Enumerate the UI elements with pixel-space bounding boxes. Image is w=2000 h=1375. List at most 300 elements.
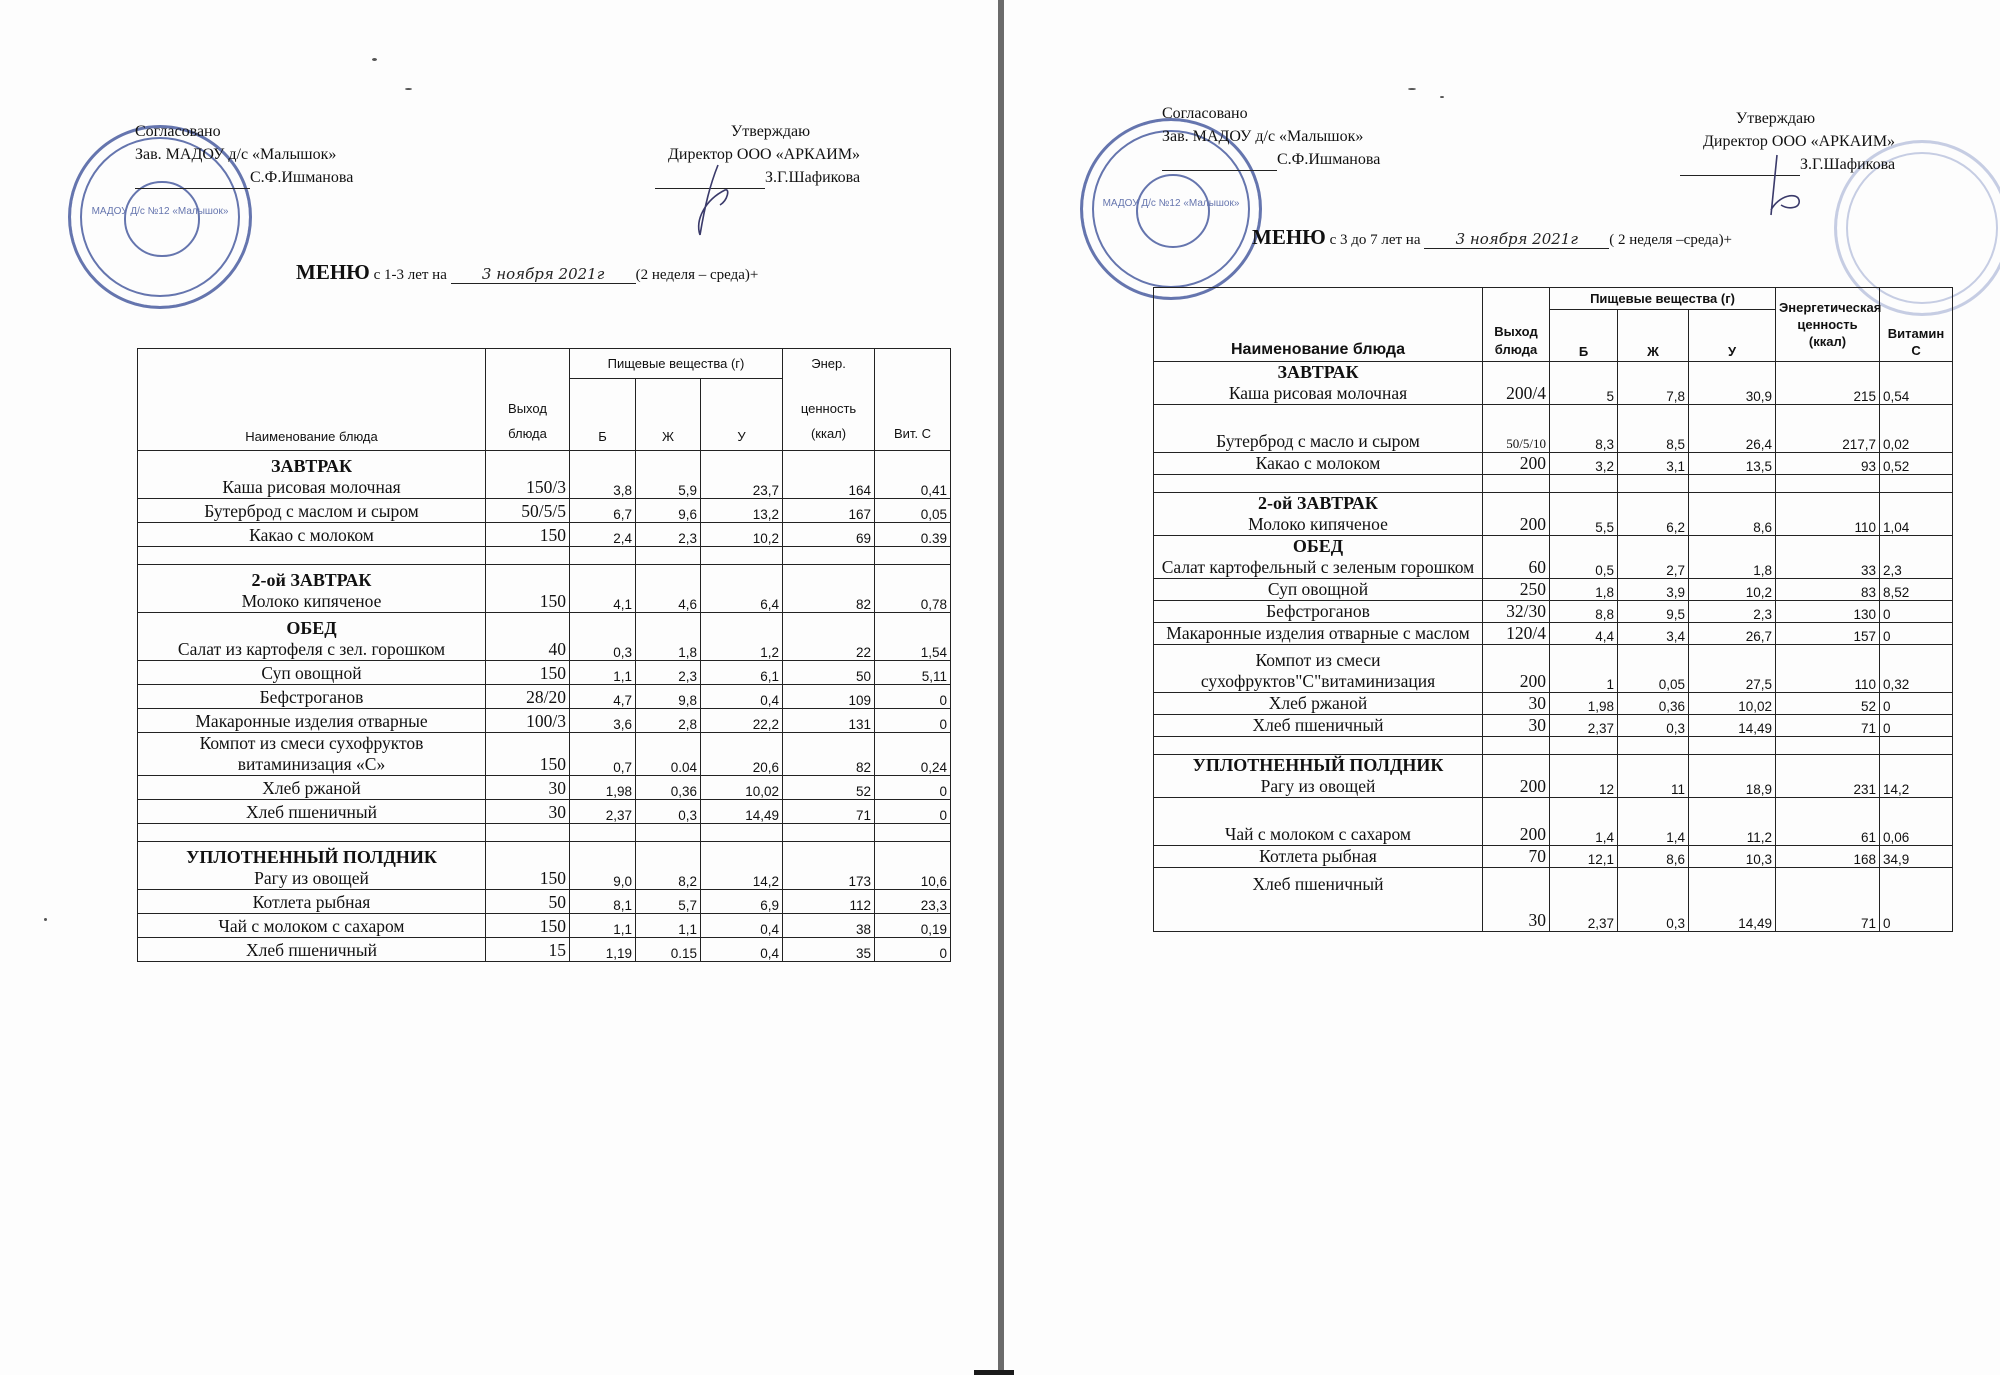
menu-row bbox=[138, 451, 951, 499]
menu-row bbox=[138, 890, 951, 914]
menu-row bbox=[1154, 493, 1953, 536]
empty-cell bbox=[636, 547, 701, 565]
protein-value: 1,1 bbox=[570, 914, 636, 938]
carbs-value: 26,7 bbox=[1689, 623, 1776, 645]
carbs-value: 23,7 bbox=[701, 451, 783, 499]
dish-output: 50 bbox=[486, 890, 570, 914]
dish-output: 50/5/5 bbox=[486, 499, 570, 523]
fat-value: 9,5 bbox=[1618, 601, 1689, 623]
dish-output: 30 bbox=[486, 800, 570, 824]
vitamin-c-value: 0 bbox=[1880, 601, 1953, 623]
section-title: ОБЕД bbox=[286, 618, 337, 638]
energy-value: 50 bbox=[783, 661, 875, 685]
empty-cell bbox=[138, 824, 486, 842]
vitamin-c-value: 5,11 bbox=[875, 661, 951, 685]
dish-name: Хлеб ржаной bbox=[1268, 693, 1368, 713]
protein-value: 4,1 bbox=[570, 565, 636, 613]
carbs-value: 20,6 bbox=[701, 733, 783, 776]
header-vitamin: Вит. С bbox=[875, 349, 951, 451]
empty-cell bbox=[1880, 475, 1953, 493]
dish-cell bbox=[138, 890, 486, 914]
vitamin-c-value: 0 bbox=[875, 938, 951, 962]
dish-cell bbox=[1154, 715, 1483, 737]
energy-value: 168 bbox=[1776, 846, 1880, 868]
dish-name: Салат картофельный с зеленым горошком bbox=[1161, 557, 1475, 577]
energy-value: 109 bbox=[783, 685, 875, 709]
dish-output: 70 bbox=[1483, 846, 1550, 868]
menu-table-body bbox=[1154, 362, 1953, 932]
fat-value: 3,4 bbox=[1618, 623, 1689, 645]
dish-name: Хлеб пшеничный bbox=[1252, 715, 1384, 735]
dish-cell bbox=[138, 451, 486, 499]
dish-output: 150 bbox=[486, 523, 570, 547]
vitamin-c-value: 0,78 bbox=[875, 565, 951, 613]
energy-value: 231 bbox=[1776, 755, 1880, 798]
header-energy: ценность (ккал) bbox=[783, 379, 875, 451]
empty-cell bbox=[875, 547, 951, 565]
dish-output: 50/5/10 bbox=[1483, 405, 1550, 453]
fat-value: 0,3 bbox=[1618, 868, 1689, 932]
carbs-value: 6,9 bbox=[701, 890, 783, 914]
dish-output: 30 bbox=[1483, 868, 1550, 932]
fat-value: 0,36 bbox=[636, 776, 701, 800]
dish-name: Салат из картофеля с зел. горошком bbox=[177, 639, 446, 659]
protein-value: 1,8 bbox=[1550, 579, 1618, 601]
dish-output: 30 bbox=[1483, 693, 1550, 715]
energy-value: 131 bbox=[783, 709, 875, 733]
carbs-value: 14,49 bbox=[701, 800, 783, 824]
dish-name: Хлеб пшеничный bbox=[245, 940, 378, 960]
dish-name: Бефстроганов bbox=[259, 687, 364, 707]
dish-output: 30 bbox=[486, 776, 570, 800]
dish-cell bbox=[138, 914, 486, 938]
menu-row bbox=[1154, 362, 1953, 405]
dish-cell bbox=[1154, 645, 1483, 693]
carbs-value: 6,1 bbox=[701, 661, 783, 685]
carbs-value: 27,5 bbox=[1689, 645, 1776, 693]
approval-agreed-block bbox=[135, 120, 353, 189]
header-dish-name: Наименование блюда bbox=[138, 349, 486, 451]
energy-value: 33 bbox=[1776, 536, 1880, 579]
empty-cell bbox=[1550, 737, 1618, 755]
fat-value: 0,36 bbox=[1618, 693, 1689, 715]
protein-value: 9,0 bbox=[570, 842, 636, 890]
dish-name: Какао с молоком bbox=[249, 525, 374, 545]
vitamin-c-value: 0,02 bbox=[1880, 405, 1953, 453]
carbs-value: 1,2 bbox=[701, 613, 783, 661]
menu-row bbox=[1154, 623, 1953, 645]
empty-cell bbox=[570, 547, 636, 565]
fat-value: 0,3 bbox=[636, 800, 701, 824]
menu-ages: с 1-3 лет на bbox=[373, 267, 447, 283]
dish-name: Бутерброд с маслом и сыром bbox=[204, 501, 419, 521]
menu-word: МЕНЮ bbox=[1252, 225, 1326, 249]
scanner-clip bbox=[974, 1370, 1014, 1375]
energy-value: 82 bbox=[783, 565, 875, 613]
menu-ages: с 3 до 7 лет на bbox=[1329, 232, 1421, 248]
empty-cell bbox=[1154, 737, 1483, 755]
menu-row bbox=[1154, 405, 1953, 453]
agreed-label: Согласовано bbox=[135, 123, 221, 140]
carbs-value: 10,3 bbox=[1689, 846, 1776, 868]
section-title: ОБЕД bbox=[1292, 536, 1344, 556]
vitamin-c-value: 0 bbox=[875, 800, 951, 824]
menu-row bbox=[138, 938, 951, 962]
energy-value: 82 bbox=[783, 733, 875, 776]
dish-name: Хлеб пшеничный bbox=[1252, 874, 1384, 894]
dish-name: Молоко кипяченое bbox=[1248, 514, 1388, 534]
dish-name: Чай с молоком с сахаром bbox=[1225, 824, 1411, 844]
menu-row bbox=[138, 523, 951, 547]
dish-output: 200 bbox=[1483, 755, 1550, 798]
menu-row bbox=[1154, 453, 1953, 475]
energy-value: 71 bbox=[1776, 715, 1880, 737]
dish-output: 60 bbox=[1483, 536, 1550, 579]
menu-row bbox=[1154, 536, 1953, 579]
menu-row bbox=[1154, 755, 1953, 798]
protein-value: 5,5 bbox=[1550, 493, 1618, 536]
vitamin-c-value: 0 bbox=[1880, 868, 1953, 932]
dish-name: Компот из смеси сухофруктов витаминизация «С» bbox=[199, 733, 424, 774]
section-title: УПЛОТНЕННЫЙ ПОЛДНИК bbox=[186, 847, 437, 867]
handwritten-signature bbox=[1749, 150, 1809, 220]
protein-value: 3,2 bbox=[1550, 453, 1618, 475]
header-energy: Энергетическая ценность (ккал) bbox=[1776, 288, 1880, 362]
carbs-value: 22,2 bbox=[701, 709, 783, 733]
dish-name: Суп овощной bbox=[1267, 579, 1369, 599]
section-title: 2-ой ЗАВТРАК bbox=[251, 570, 372, 590]
menu-row bbox=[1154, 798, 1953, 846]
dish-cell bbox=[1154, 579, 1483, 601]
blank-row bbox=[1154, 475, 1953, 493]
fat-value: 0.04 bbox=[636, 733, 701, 776]
protein-value: 3,8 bbox=[570, 451, 636, 499]
vitamin-c-value: 0,52 bbox=[1880, 453, 1953, 475]
dish-name: Чай с молоком с сахаром bbox=[218, 916, 405, 936]
fat-value: 9,6 bbox=[636, 499, 701, 523]
dish-output: 150 bbox=[486, 914, 570, 938]
menu-row bbox=[138, 565, 951, 613]
stamp-text: МАДОУ Д/с №12 «Малышок» bbox=[91, 206, 229, 218]
vitamin-c-value: 34,9 bbox=[1880, 846, 1953, 868]
menu-row bbox=[138, 685, 951, 709]
vitamin-c-value: 0,19 bbox=[875, 914, 951, 938]
vitamin-c-value: 0 bbox=[1880, 693, 1953, 715]
carbs-value: 14,2 bbox=[701, 842, 783, 890]
carbs-value: 6,4 bbox=[701, 565, 783, 613]
section-title: 2-ой ЗАВТРАК bbox=[1258, 493, 1378, 513]
header-output: Выход блюда bbox=[1483, 288, 1550, 362]
menu-row bbox=[138, 613, 951, 661]
agreed-org: Зав. МАДОУ д/с «Малышок» bbox=[1162, 128, 1364, 145]
dish-cell bbox=[1154, 405, 1483, 453]
energy-value: 217,7 bbox=[1776, 405, 1880, 453]
dish-cell bbox=[138, 613, 486, 661]
vitamin-c-value: 0 bbox=[1880, 715, 1953, 737]
header-nutrients: Пищевые вещества (г) bbox=[1550, 288, 1776, 310]
dish-output: 200/4 bbox=[1483, 362, 1550, 405]
dish-output: 150 bbox=[486, 842, 570, 890]
vitamin-c-value: 0,32 bbox=[1880, 645, 1953, 693]
protein-value: 0,3 bbox=[570, 613, 636, 661]
dish-name: Макаронные изделия отварные с маслом bbox=[1166, 623, 1470, 643]
dish-output: 100/3 bbox=[486, 709, 570, 733]
vitamin-c-value: 0,24 bbox=[875, 733, 951, 776]
protein-value: 1 bbox=[1550, 645, 1618, 693]
dish-name: Бефстроганов bbox=[1266, 601, 1370, 621]
header-zh: Ж bbox=[636, 379, 701, 451]
dish-output: 200 bbox=[1483, 453, 1550, 475]
vitamin-c-value: 0 bbox=[875, 776, 951, 800]
header-u: У bbox=[701, 379, 783, 451]
vitamin-c-value: 23,3 bbox=[875, 890, 951, 914]
dish-output: 200 bbox=[1483, 493, 1550, 536]
carbs-value: 30,9 bbox=[1689, 362, 1776, 405]
menu-table-body bbox=[138, 451, 951, 962]
energy-value: 52 bbox=[1776, 693, 1880, 715]
carbs-value: 13,5 bbox=[1689, 453, 1776, 475]
vitamin-c-value: 1,04 bbox=[1880, 493, 1953, 536]
dish-cell bbox=[1154, 868, 1483, 932]
menu-row bbox=[138, 776, 951, 800]
protein-value: 3,6 bbox=[570, 709, 636, 733]
dish-name: Рагу из овощей bbox=[254, 868, 369, 888]
fat-value: 5,7 bbox=[636, 890, 701, 914]
carbs-value: 0,4 bbox=[701, 938, 783, 962]
menu-title bbox=[1252, 225, 1732, 250]
empty-cell bbox=[1618, 737, 1689, 755]
blank-row bbox=[1154, 737, 1953, 755]
empty-cell bbox=[138, 547, 486, 565]
energy-value: 112 bbox=[783, 890, 875, 914]
dish-output: 200 bbox=[1483, 645, 1550, 693]
dish-output: 150 bbox=[486, 661, 570, 685]
vitamin-c-value: 0,05 bbox=[875, 499, 951, 523]
energy-value: 167 bbox=[783, 499, 875, 523]
section-title: ЗАВТРАК bbox=[1277, 362, 1359, 382]
menu-row bbox=[138, 842, 951, 890]
handwritten-signature bbox=[680, 160, 740, 240]
menu-row bbox=[138, 661, 951, 685]
empty-cell bbox=[1483, 737, 1550, 755]
carbs-value: 14,49 bbox=[1689, 868, 1776, 932]
menu-table bbox=[1153, 287, 1953, 932]
vitamin-c-value: 0 bbox=[1880, 623, 1953, 645]
section-title: УПЛОТНЕННЫЙ ПОЛДНИК bbox=[1192, 755, 1444, 775]
fat-value: 7,8 bbox=[1618, 362, 1689, 405]
dish-output: 150/3 bbox=[486, 451, 570, 499]
dish-output: 40 bbox=[486, 613, 570, 661]
empty-cell bbox=[875, 824, 951, 842]
agreed-org: Зав. МАДОУ д/с «Малышок» bbox=[135, 146, 337, 163]
fat-value: 4,6 bbox=[636, 565, 701, 613]
fat-value: 1,4 bbox=[1618, 798, 1689, 846]
empty-cell bbox=[1776, 475, 1880, 493]
fat-value: 2,7 bbox=[1618, 536, 1689, 579]
approve-org: Директор ООО «АРКАИМ» bbox=[1703, 133, 1896, 150]
carbs-value: 0,4 bbox=[701, 914, 783, 938]
empty-cell bbox=[486, 824, 570, 842]
fat-value: 5,9 bbox=[636, 451, 701, 499]
fat-value: 3,1 bbox=[1618, 453, 1689, 475]
dish-cell bbox=[138, 709, 486, 733]
dish-cell bbox=[1154, 623, 1483, 645]
protein-value: 8,8 bbox=[1550, 601, 1618, 623]
fat-value: 8,5 bbox=[1618, 405, 1689, 453]
carbs-value: 10,2 bbox=[1689, 579, 1776, 601]
blank-row bbox=[138, 824, 951, 842]
approve-label: Утверждаю bbox=[730, 123, 811, 140]
fat-value: 8,6 bbox=[1618, 846, 1689, 868]
protein-value: 2,37 bbox=[1550, 715, 1618, 737]
menu-row bbox=[138, 499, 951, 523]
protein-value: 1,19 bbox=[570, 938, 636, 962]
agreed-person: С.Ф.Ишманова bbox=[1277, 151, 1381, 168]
dish-name: Хлеб пшеничный bbox=[245, 802, 378, 822]
fat-value: 9,8 bbox=[636, 685, 701, 709]
dish-output: 15 bbox=[486, 938, 570, 962]
header-output: Выход блюда bbox=[486, 349, 570, 451]
dish-name: Каша рисовая молочная bbox=[1228, 383, 1408, 403]
protein-value: 12,1 bbox=[1550, 846, 1618, 868]
carbs-value: 1,8 bbox=[1689, 536, 1776, 579]
scan-speck bbox=[405, 88, 412, 90]
empty-cell bbox=[486, 547, 570, 565]
vitamin-c-value: 0 bbox=[875, 685, 951, 709]
menu-date: 3 ноября 2021г bbox=[451, 265, 636, 284]
carbs-value: 13,2 bbox=[701, 499, 783, 523]
dish-cell bbox=[138, 938, 486, 962]
dish-cell bbox=[1154, 846, 1483, 868]
vitamin-c-value: 14,2 bbox=[1880, 755, 1953, 798]
energy-value: 22 bbox=[783, 613, 875, 661]
carbs-value: 14,49 bbox=[1689, 715, 1776, 737]
fat-value: 2,3 bbox=[636, 661, 701, 685]
dish-name: Котлета рыбная bbox=[1259, 846, 1377, 866]
scan-speck bbox=[1408, 88, 1416, 90]
menu-row bbox=[1154, 645, 1953, 693]
menu-sheet-ages-3-7 bbox=[1004, 0, 2000, 1375]
dish-cell bbox=[138, 776, 486, 800]
dish-cell bbox=[138, 661, 486, 685]
menu-row bbox=[1154, 868, 1953, 932]
protein-value: 12 bbox=[1550, 755, 1618, 798]
menu-row bbox=[138, 733, 951, 776]
carbs-value: 18,9 bbox=[1689, 755, 1776, 798]
vitamin-c-value: 0.39 bbox=[875, 523, 951, 547]
header-zh: Ж bbox=[1618, 310, 1689, 362]
energy-value: 71 bbox=[783, 800, 875, 824]
dish-cell bbox=[138, 842, 486, 890]
protein-value: 1,4 bbox=[1550, 798, 1618, 846]
dish-cell bbox=[1154, 601, 1483, 623]
fat-value: 2,3 bbox=[636, 523, 701, 547]
protein-value: 2,4 bbox=[570, 523, 636, 547]
energy-value: 130 bbox=[1776, 601, 1880, 623]
dish-cell bbox=[1154, 453, 1483, 475]
protein-value: 4,7 bbox=[570, 685, 636, 709]
header-energy-top: Энер. bbox=[783, 349, 875, 379]
energy-value: 38 bbox=[783, 914, 875, 938]
empty-cell bbox=[1618, 475, 1689, 493]
menu-sheet-ages-1-3 bbox=[0, 0, 998, 1375]
protein-value: 8,1 bbox=[570, 890, 636, 914]
menu-row bbox=[138, 800, 951, 824]
dish-name: Компот из смеси сухофруктов"С"витаминизация bbox=[1200, 650, 1436, 691]
dish-cell bbox=[138, 733, 486, 776]
approve-org: Директор ООО «АРКАИМ» bbox=[668, 146, 861, 163]
dish-output: 200 bbox=[1483, 798, 1550, 846]
empty-cell bbox=[636, 824, 701, 842]
energy-value: 173 bbox=[783, 842, 875, 890]
energy-value: 215 bbox=[1776, 362, 1880, 405]
empty-cell bbox=[1550, 475, 1618, 493]
fat-value: 0.15 bbox=[636, 938, 701, 962]
header-dish-name: Наименование блюда bbox=[1154, 288, 1483, 362]
menu-word: МЕНЮ bbox=[296, 260, 370, 284]
dish-name: Рагу из овощей bbox=[1260, 776, 1376, 796]
fat-value: 1,8 bbox=[636, 613, 701, 661]
protein-value: 0,5 bbox=[1550, 536, 1618, 579]
section-title: ЗАВТРАК bbox=[270, 456, 353, 476]
protein-value: 8,3 bbox=[1550, 405, 1618, 453]
dish-name: Молоко кипяченое bbox=[241, 591, 382, 611]
scan-speck bbox=[44, 918, 47, 921]
carbs-value: 11,2 bbox=[1689, 798, 1776, 846]
empty-cell bbox=[1689, 475, 1776, 493]
protein-value: 1,98 bbox=[570, 776, 636, 800]
energy-value: 157 bbox=[1776, 623, 1880, 645]
empty-cell bbox=[1689, 737, 1776, 755]
menu-row bbox=[138, 709, 951, 733]
fat-value: 3,9 bbox=[1618, 579, 1689, 601]
protein-value: 0,7 bbox=[570, 733, 636, 776]
menu-week: ( 2 неделя –среда)+ bbox=[1609, 232, 1733, 248]
dish-output: 30 bbox=[1483, 715, 1550, 737]
fat-value: 1,1 bbox=[636, 914, 701, 938]
agreed-person: С.Ф.Ишманова bbox=[250, 169, 354, 186]
agreed-label: Согласовано bbox=[1162, 105, 1248, 122]
vitamin-c-value: 0,54 bbox=[1880, 362, 1953, 405]
menu-row bbox=[1154, 715, 1953, 737]
carbs-value: 8,6 bbox=[1689, 493, 1776, 536]
dish-name: Суп овощной bbox=[261, 663, 362, 683]
dish-name: Бутерброд с масло и сыром bbox=[1216, 431, 1420, 451]
header-b: Б bbox=[570, 379, 636, 451]
fat-value: 11 bbox=[1618, 755, 1689, 798]
dish-cell bbox=[138, 685, 486, 709]
dish-cell bbox=[1154, 362, 1483, 405]
fat-value: 8,2 bbox=[636, 842, 701, 890]
energy-value: 93 bbox=[1776, 453, 1880, 475]
empty-cell bbox=[1483, 475, 1550, 493]
dish-output: 250 bbox=[1483, 579, 1550, 601]
empty-cell bbox=[1880, 737, 1953, 755]
energy-value: 164 bbox=[783, 451, 875, 499]
dish-cell bbox=[138, 800, 486, 824]
dish-cell bbox=[138, 565, 486, 613]
protein-value: 1,98 bbox=[1550, 693, 1618, 715]
stamp-inner-ring bbox=[1136, 174, 1210, 248]
dish-name: Каша рисовая молочная bbox=[222, 477, 401, 497]
dish-output: 150 bbox=[486, 733, 570, 776]
energy-value: 52 bbox=[783, 776, 875, 800]
dish-output: 32/30 bbox=[1483, 601, 1550, 623]
menu-row bbox=[1154, 579, 1953, 601]
menu-row bbox=[1154, 846, 1953, 868]
scan-speck bbox=[372, 58, 377, 61]
dish-output: 150 bbox=[486, 565, 570, 613]
